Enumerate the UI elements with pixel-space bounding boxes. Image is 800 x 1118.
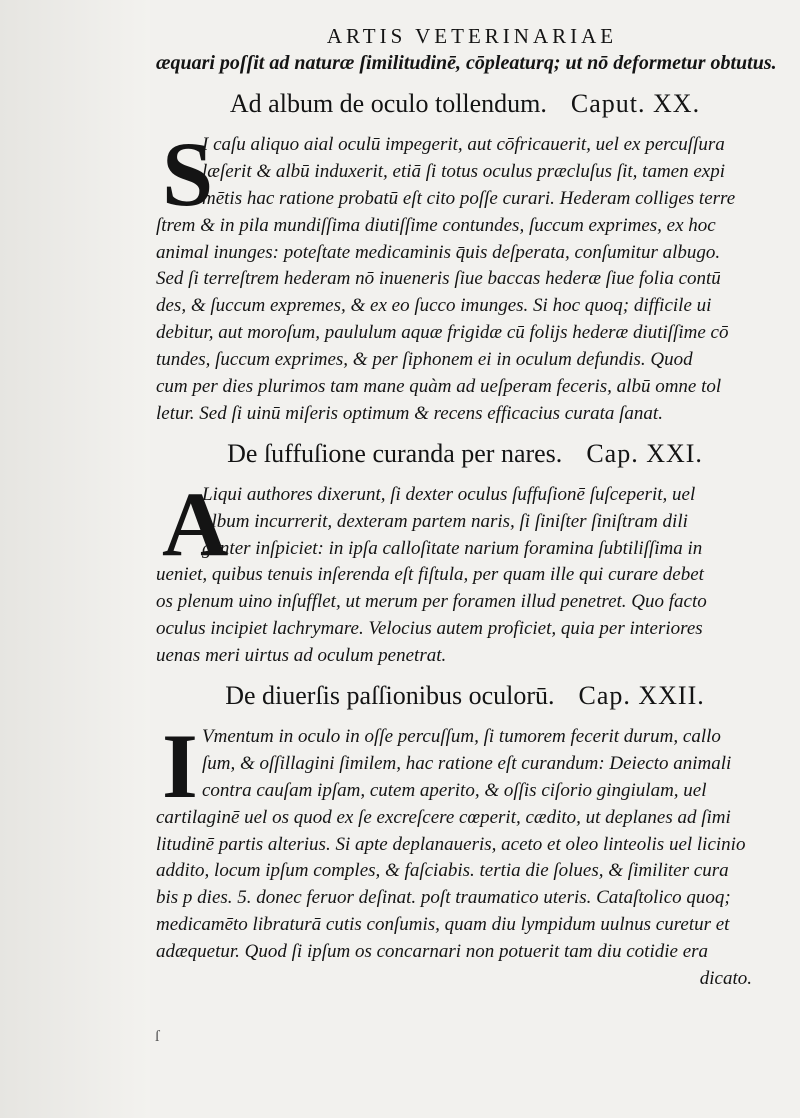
text-line: Liqui authores dixerunt, ſi dexter oculus ſuffuſionē ſuſceperit, uel	[202, 483, 696, 505]
continuation-line: æquari poſſit ad naturæ ſimilitudinē, cōpleaturq; ut nō deformetur obtutus.	[156, 52, 777, 74]
text-line: Vmentum in oculo in oſſe percuſſum, ſi tumorem fecerit durum, callo	[202, 726, 721, 748]
chapter-heading	[150, 678, 780, 718]
text-line: debitur, aut moroſum, paululum aquæ frigidæ cū folijs hederæ diutiſſime cō	[156, 322, 729, 344]
text-line: album incurrerit, dexteram partem naris, ſi ſiniſter ſiniſtram dili	[202, 510, 688, 532]
text-line: litudinē partis alterius. Si apte deplanaueris, aceto et oleo linteolis uel licinio	[156, 833, 746, 855]
text-line: I caſu aliquo aial oculū impegerit, aut cōfricauerit, uel ex percuſſura	[202, 134, 725, 155]
text-line: genter inſpiciet: in ipſa calloſitate narium foramina ſubtiliſſima in	[202, 537, 703, 559]
text-line: oculus incipiet lachrymare. Velocius autem proficiet, quia per interiores	[156, 618, 703, 640]
drop-capital: A	[162, 472, 229, 575]
text-line: mētis hac ratione probatū eſt cito poſſe curari. Hederam colliges terre	[202, 187, 736, 209]
text-line: cum per dies plurimos tam mane quàm ad ueſperam feceris, albū omne tol	[156, 376, 722, 398]
chapter-heading	[150, 436, 780, 476]
text-line: animal inunges: poteſtate medicaminis q̄uis deſperata, conſumitur albugo.	[156, 241, 721, 263]
text-line: ueniet, quibus tenuis inſerenda eſt fiſtula, per quam ille qui curare debet	[156, 564, 704, 586]
text-line: ſtrem & in pila mundiſſima diutiſſime contundes, ſuccum exprimes, ex hoc	[156, 214, 716, 236]
chapter-heading	[150, 86, 780, 126]
text-line: letur. Sed ſi uinū miſeris optimum & recens efficacius curata ſanat.	[156, 402, 663, 424]
text-line: læſerit & albū induxerit, etiā ſi totus oculus præcluſus ſit, tamen expi	[202, 160, 725, 182]
text-line: os plenum uino inſufflet, ut merum per foramen illud penetret. Quo facto	[156, 591, 707, 613]
text-line: dicato.	[699, 968, 752, 990]
chapter-title: Ad album de oculo tollendum.	[229, 89, 547, 118]
margin-mark: ſ	[155, 1028, 160, 1045]
text-line: adæquetur. Quod ſi ipſum os concarnari non potuerit tam diu cotidie era	[156, 941, 709, 963]
text-line: uenas meri uirtus ad oculum penetrat.	[156, 645, 447, 667]
text-line: addito, locum ipſum comples, & faſciabis. tertia die ſolues, & ſimiliter cura	[156, 860, 729, 882]
text-line: ſum, & oſſillagini ſimilem, hac ratione eſt curandum: Deiecto animali	[202, 752, 732, 774]
page-gutter-shadow	[0, 0, 150, 1118]
text-line: cartilaginē uel os quod ex ſe excreſcere cœperit, cædito, ut deplanes ad ſimi	[156, 806, 731, 828]
text-line: bis p dies. 5. donec feruor deſinat. poſt traumatico uteris. Cataſtolico quoq;	[156, 887, 731, 909]
chapter-body	[150, 715, 780, 993]
chapter-title: De ſuffuſione curanda per nares.	[227, 438, 563, 468]
text-line: des, & ſuccum expremes, & ex eo ſucco imunges. Si hoc quoq; difficile ui	[156, 295, 712, 317]
running-head: ARTIS VETERINARIAE	[326, 24, 618, 48]
text-line: tundes, ſuccum exprimes, & per ſiphonem ei in oculum defundis. Quod	[156, 349, 693, 371]
chapter-body	[150, 472, 780, 670]
book-page	[150, 22, 780, 993]
text-line: medicamēto libraturā cutis conſumis, quam diu lympidum uulnus curetur et	[156, 914, 730, 936]
chapter-body	[150, 123, 780, 428]
drop-capital: S	[162, 123, 214, 225]
drop-capital: I	[162, 715, 198, 818]
text-line: contra cauſam ipſam, cutem aperito, & oſſis ciſorio gingiulam, uel	[202, 779, 707, 801]
chapter-number: Caput. XX.	[570, 89, 701, 118]
chapter-number: Cap. XXII.	[578, 681, 705, 711]
chapter-title: De diuerſis paſſionibus oculorū.	[225, 681, 555, 711]
chapter-number: Cap. XXI.	[586, 438, 703, 468]
text-line: Sed ſi terreſtrem hederam nō inueneris ſiue baccas hederæ ſiue folia contū	[156, 268, 721, 290]
